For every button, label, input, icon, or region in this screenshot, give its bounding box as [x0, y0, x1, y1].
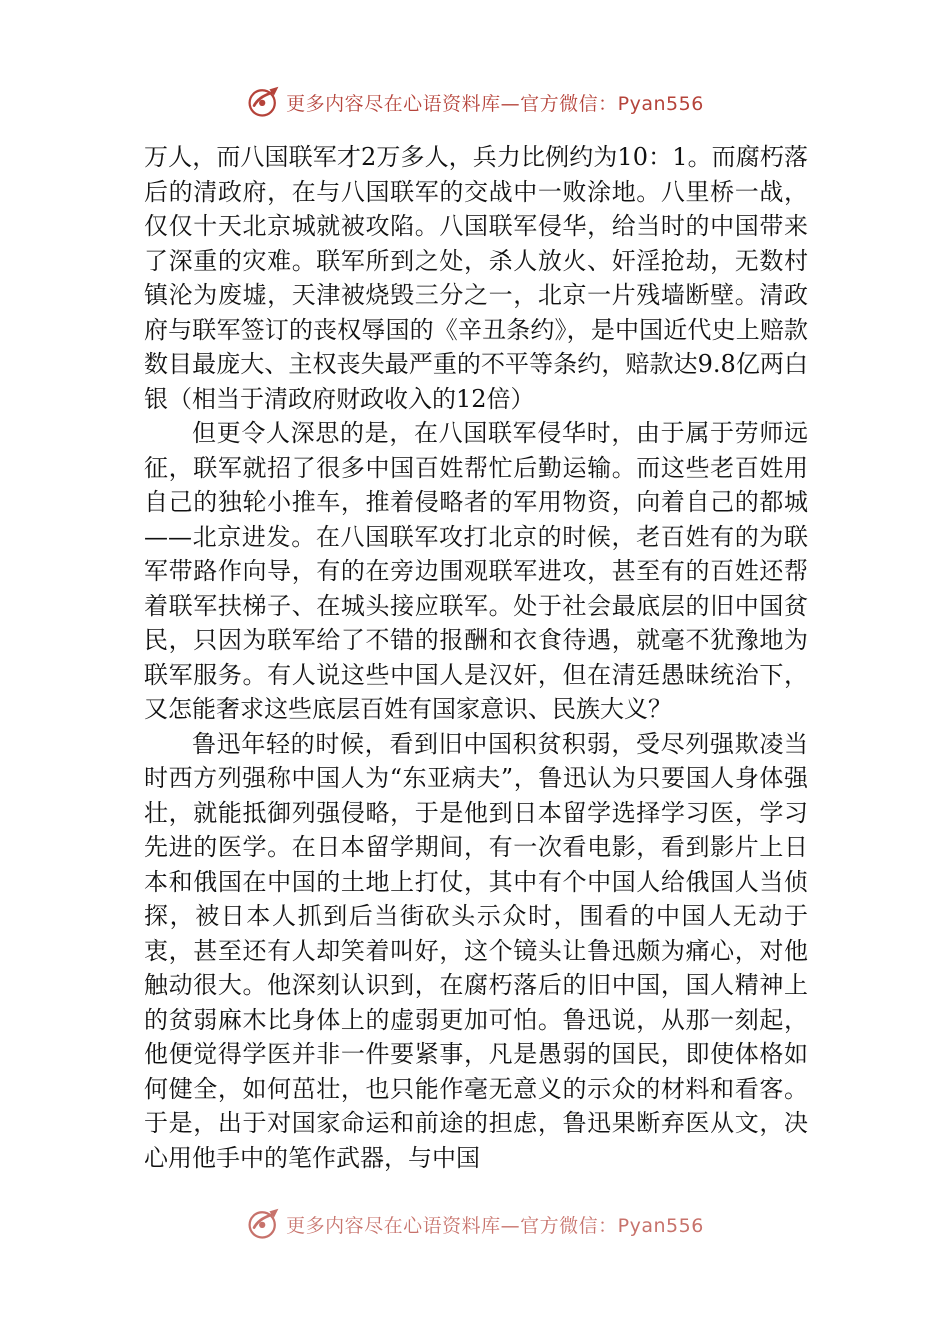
paragraph-1: 万人，而八国联军才2万多人，兵力比例约为10：1。而腐朽落后的清政府，在与八国联军的交战中一败涂地。八里桥一战，仅仅十天北京城就被攻陷。八国联军侵华，给当时的中国带来了深重的灾难。联军所到之处，杀人放火、奸淫抢劫，无数村镇沦为废墟，天津被烧毁三分之一，北京一片残墙断壁。清政府与联军签订的丧权辱国的《辛丑条约》，是中国近代史上赔款数目最庞大、主权丧失最严重的不平等条约，赔款达9.8亿两白银（相当于清政府财政收入的12倍） [144, 143, 808, 413]
document-body [144, 140, 808, 1208]
brush-logo-icon [246, 1206, 282, 1242]
paragraph-3: 鲁迅年轻的时候，看到旧中国积贫积弱，受尽列强欺凌当时西方列强称中国人为“东亚病夫”，鲁迅认为只要国人身体强壮，就能抵御列强侵略，于是他到日本留学选择学习医，学习先进的医学。在日本留学期间，有一次看电影，看到影片上日本和俄国在中国的土地上打仗，其中有个中国人给俄国人当侦探，被日本人抓到后当街砍头示众时，围看的中国人无动于衷，甚至还有人却笑着叫好，这个镜头让鲁迅颇为痛心，对他触动很大。他深刻认识到，在腐朽落后的旧中国，国人精神上的贫弱麻木比身体上的虚弱更加可怕。鲁迅说，从那一刻起，他便觉得学医并非一件要紧事，凡是愚弱的国民，即使体格如何健全，如何茁壮，也只能作毫无意义的示众的材料和看客。于是，出于对国家命运和前途的担虑，鲁迅果断弃医从文，决心用他手中的笔作武器，与中国 [144, 729, 808, 1172]
footer-watermark [0, 1204, 950, 1244]
watermark-text: 更多内容尽在心语资料库—官方微信：Pyan556 [286, 92, 704, 115]
watermark-text: 更多内容尽在心语资料库—官方微信：Pyan556 [286, 1214, 704, 1237]
header-watermark [0, 82, 950, 122]
paragraph-2: 但更令人深思的是，在八国联军侵华时，由于属于劳师远征，联军就招了很多中国百姓帮忙后勤运输。而这些老百姓用自己的独轮小推车，推着侵略者的军用物资，向着自己的都城——北京进发。在八国联军攻打北京的时候，老百姓有的为联军带路作向导，有的在旁边围观联军进攻，甚至有的百姓还帮着联军扶梯子、在城头接应联军。处于社会最底层的旧中国贫民，只因为联军给了不错的报酬和衣食待遇，就毫不犹豫地为联军服务。有人说这些中国人是汉奸，但在清廷愚昧统治下，又怎能奢求这些底层百姓有国家意识、民族大义？ [144, 419, 808, 723]
brush-logo-icon [246, 84, 282, 120]
